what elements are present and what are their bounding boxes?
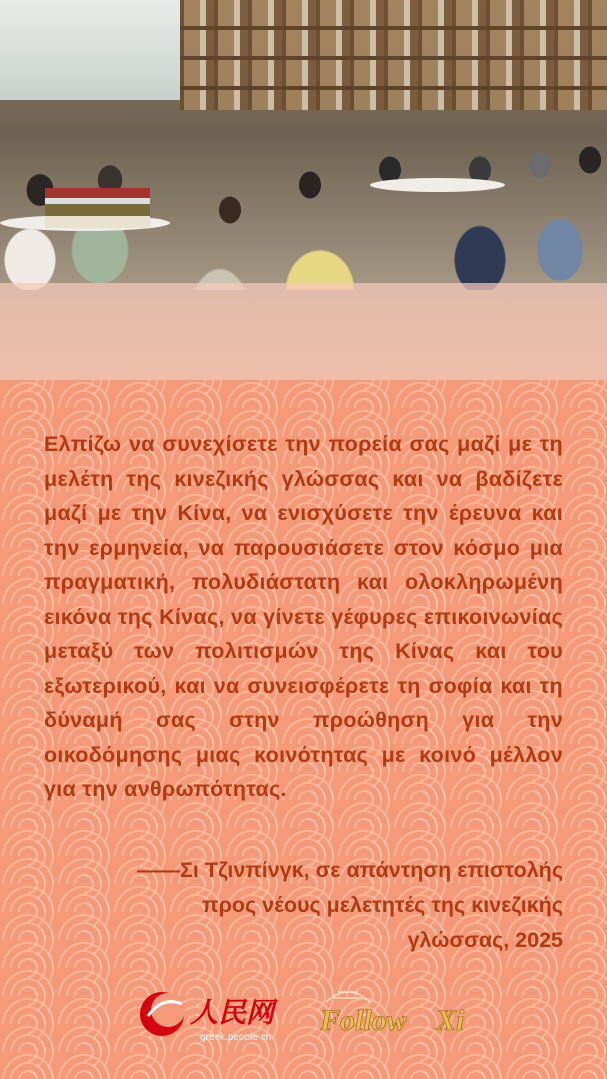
audience-crowd	[0, 70, 607, 290]
audience-photo	[0, 0, 607, 380]
table-right	[370, 178, 505, 192]
attribution-line-3: γλώσσας, 2025	[407, 928, 563, 952]
quote-text: Ελπίζω να συνεχίσετε την πορεία σας μαζί με τη μελέτη της κινεζικής γλώσσας και να βαδίζετε μαζί με την Κίνα, να ενισχύσετε την έρευνα και την ερμηνεία, να παρουσιάσετε στον κόσμο μια πραγματική, πολυδιάστατη και ολοκληρωμένη εικόνα της Κίνας, να γίνετε γέφυρες επικοινωνίας μεταξύ των πολιτισμών της Κίνας και του εξωτερικού, και να συνεισφέρετε τη σοφία και τη δύναμή σας στην προώθηση για την οικοδόμησης μιας κοινότητας με κοινό μέλλον για την ανθρωπότητας.	[44, 432, 563, 801]
temple-roof-icon	[326, 992, 370, 1002]
people-daily-url: greek.people.cn	[200, 1032, 272, 1043]
follow-xi-logo[interactable]	[318, 980, 488, 1042]
people-daily-logo[interactable]	[138, 988, 288, 1044]
book-stack	[45, 188, 150, 228]
attribution-line-2: προς νέους μελετητές της κινεζικής	[202, 893, 563, 917]
quote-attribution	[44, 853, 563, 958]
attribution-line-1: ——Σι Τζινπίνγκ, σε απάντηση επιστολής	[136, 858, 563, 882]
photo-fade-overlay	[0, 283, 607, 380]
people-daily-emblem-icon	[140, 992, 185, 1036]
people-daily-chars: 人民网	[190, 996, 275, 1029]
follow-word: Follow	[320, 1004, 407, 1037]
quote-panel	[0, 380, 607, 1079]
xi-word: Xi	[436, 1004, 465, 1037]
